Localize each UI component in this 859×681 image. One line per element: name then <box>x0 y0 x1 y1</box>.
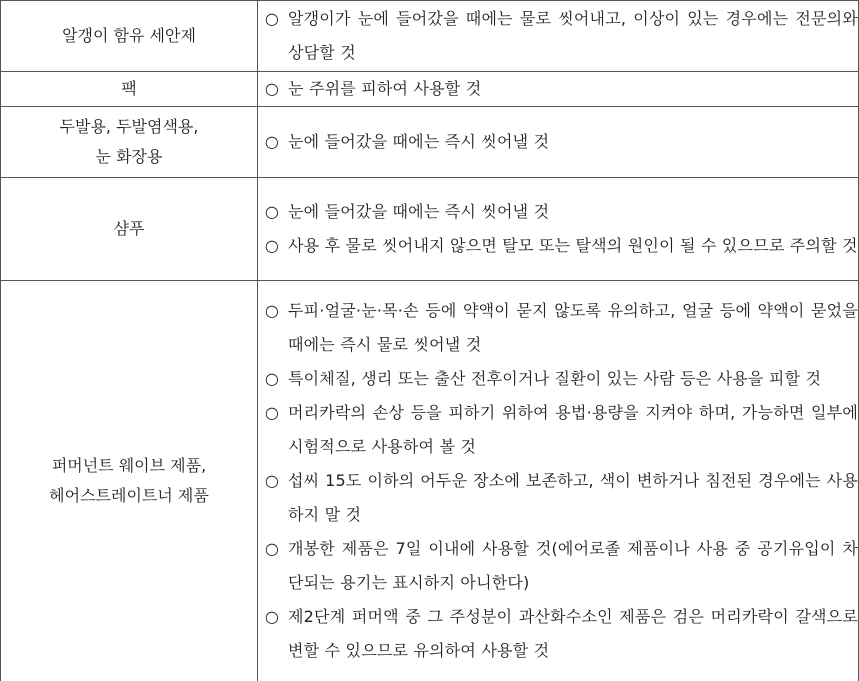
list-item <box>258 195 858 229</box>
circle-bullet-icon: ○ <box>260 195 284 229</box>
category-cell <box>1 1 258 72</box>
table-row <box>1 72 859 107</box>
item-text: 제2단계 퍼머액 중 그 주성분이 과산화수소인 제품은 검은 머리카락이 갈색으로 변할 수 있으므로 유의하여 사용할 것 <box>288 607 858 660</box>
item-text: 눈 주위를 피하여 사용할 것 <box>288 79 481 98</box>
list-item <box>258 362 858 396</box>
item-text: 사용 후 물로 씻어내지 않으면 탈모 또는 탈색의 원인이 될 수 있으므로 주의할 것 <box>288 236 858 255</box>
category-cell <box>1 281 258 681</box>
circle-bullet-icon: ○ <box>260 532 284 566</box>
circle-bullet-icon: ○ <box>260 72 284 106</box>
list-item <box>258 2 858 70</box>
item-text: 눈에 들어갔을 때에는 즉시 씻어낼 것 <box>288 202 549 221</box>
circle-bullet-icon: ○ <box>260 362 284 396</box>
items-cell <box>258 1 859 72</box>
category-line: 팩 <box>1 74 257 104</box>
item-text: 알갱이가 눈에 들어갔을 때에는 물로 씻어내고, 이상이 있는 경우에는 전문의와 상담할 것 <box>288 9 858 62</box>
list-item <box>258 396 858 464</box>
table-row <box>1 178 859 281</box>
category-line: 눈 화장용 <box>1 142 257 172</box>
category-line: 헤어스트레이트너 제품 <box>1 481 257 511</box>
circle-bullet-icon: ○ <box>260 464 284 498</box>
table-row <box>1 1 859 72</box>
item-text: 머리카락의 손상 등을 피하기 위하여 용법·용량을 지켜야 하며, 가능하면 일부에 시험적으로 사용하여 볼 것 <box>288 403 858 456</box>
category-cell <box>1 107 258 178</box>
list-item <box>258 294 858 362</box>
list-item <box>258 464 858 532</box>
category-cell <box>1 178 258 281</box>
items-cell <box>258 107 859 178</box>
category-line: 퍼머넌트 웨이브 제품, <box>1 451 257 481</box>
item-text: 특이체질, 생리 또는 출산 전후이거나 질환이 있는 사람 등은 사용을 피할 것 <box>288 369 821 388</box>
list-item <box>258 125 858 159</box>
list-item <box>258 72 858 106</box>
item-text: 눈에 들어갔을 때에는 즉시 씻어낼 것 <box>288 132 549 151</box>
item-text: 섭씨 15도 이하의 어두운 장소에 보존하고, 색이 변하거나 침전된 경우에는 사용하지 말 것 <box>288 471 858 524</box>
category-line: 샴푸 <box>1 214 257 244</box>
list-item <box>258 532 858 600</box>
item-text: 개봉한 제품은 7일 이내에 사용할 것(에어로졸 제품이나 사용 중 공기유입이 차단되는 용기는 표시하지 아니한다) <box>288 539 858 592</box>
list-item <box>258 229 858 263</box>
list-item <box>258 600 858 668</box>
items-cell <box>258 178 859 281</box>
circle-bullet-icon: ○ <box>260 229 284 263</box>
item-text: 두피·얼굴·눈·목·손 등에 약액이 묻지 않도록 유의하고, 얼굴 등에 약액이 묻었을 때에는 즉시 물로 씻어낼 것 <box>288 301 858 354</box>
circle-bullet-icon: ○ <box>260 125 284 159</box>
category-line: 알갱이 함유 세안제 <box>1 21 257 51</box>
category-line: 두발용, 두발염색용, <box>1 112 257 142</box>
circle-bullet-icon: ○ <box>260 294 284 328</box>
items-cell <box>258 281 859 681</box>
category-cell <box>1 72 258 107</box>
table-row <box>1 281 859 681</box>
circle-bullet-icon: ○ <box>260 2 284 36</box>
circle-bullet-icon: ○ <box>260 396 284 430</box>
table-row <box>1 107 859 178</box>
items-cell <box>258 72 859 107</box>
circle-bullet-icon: ○ <box>260 600 284 634</box>
